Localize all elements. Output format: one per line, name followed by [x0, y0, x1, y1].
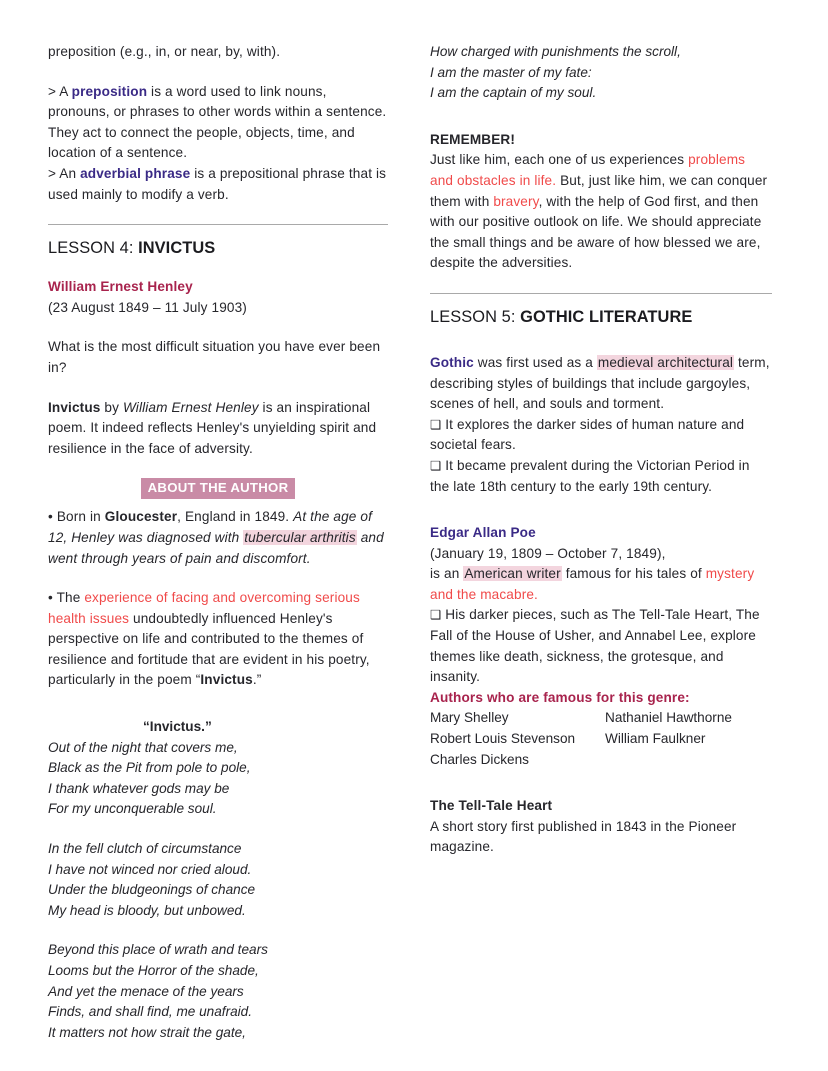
preposition-bullet: [48, 82, 388, 164]
poem-stanza-1: [48, 738, 388, 820]
spacer: [48, 205, 388, 224]
lesson-number: LESSON 4:: [48, 239, 134, 258]
square-bullet-icon: ❑: [430, 417, 442, 432]
bullet-marker: >: [48, 83, 57, 99]
author-name-henley: William Ernest Henley: [48, 279, 193, 295]
authors-column-1: [430, 708, 605, 770]
authors-genre-heading: Authors who are famous for this genre:: [430, 689, 690, 705]
spacer: [48, 921, 388, 940]
poem-line: Under the bludgeonings of chance: [48, 882, 256, 898]
poem-line: My head is bloody, but unbowed.: [48, 902, 246, 918]
spacer: [48, 499, 388, 507]
bullet-part2: , England in 1849.: [177, 509, 294, 525]
about-the-author-badge-wrap: [48, 478, 388, 499]
author-item: Robert Louis Stevenson: [430, 731, 576, 747]
spacer: [430, 274, 772, 293]
intro-by: by: [100, 399, 123, 415]
spacer: [48, 63, 388, 82]
poem-title-text: “Invictus.”: [143, 719, 212, 735]
preposition-examples-line: preposition (e.g., in, or near, by, with).: [48, 44, 281, 59]
spacer: [48, 691, 388, 717]
spacer: [48, 820, 388, 839]
lesson-title: INVICTUS: [138, 239, 216, 258]
spacer: [48, 569, 388, 588]
intro-author-italic: William Ernest Henley: [122, 399, 259, 415]
bullet-lead: A: [59, 83, 68, 99]
bullet-marker: •: [48, 590, 53, 606]
poem-stanza-2: [48, 839, 388, 921]
remember-part2: But, just like him, we can conquer them with: [430, 172, 768, 209]
author-dates-henley: (23 August 1849 – 11 July 1903): [48, 299, 247, 315]
red-problems-phrase: problems and obstacles in life.: [430, 152, 746, 188]
poem-line: Looms but the Horror of the shade,: [48, 963, 259, 978]
poem-line: Out of the night that covers me,: [48, 739, 238, 755]
guide-question: What is the most difficult situation you have ever been in?: [48, 339, 381, 375]
spacer: [430, 327, 772, 353]
bullet-part1: Born in: [52, 509, 105, 525]
poem-name-bold: Invictus: [48, 399, 101, 415]
spacer: [48, 258, 388, 277]
remember-part3: , with the help of God first, and then with our positive outlook on life. We should appreciate the small things and be aware of how blessed we are, despite the adversities.: [430, 193, 762, 271]
poem-line: For my unconquerable soul.: [48, 801, 217, 817]
term-adverbial-phrase: adverbial phrase: [80, 165, 191, 181]
left-column: [48, 42, 388, 1071]
bullet-italic-pre: At the age of 12, Henley was diagnosed with: [48, 509, 372, 545]
spacer: [48, 379, 388, 398]
birthplace-bold: Gloucester: [104, 509, 178, 525]
intro-rest: is an inspirational poem. It indeed reflects Henley's unyielding spirit and resilience in the face of adversity.: [48, 399, 377, 456]
right-column: [430, 42, 772, 1071]
gothic-bullet-2: [430, 456, 772, 497]
bullet-marker: >: [48, 165, 57, 181]
highlight-american-writer: American writer: [464, 566, 561, 582]
poem-title-invictus: [48, 717, 388, 738]
poem-line: Black as the Pit from pole to pole,: [48, 760, 251, 776]
red-mystery-macabre: mystery and the macabre.: [430, 566, 755, 602]
about-bullet-born: [48, 507, 388, 569]
bullet-rest: is a prepositional phrase that is used mainly to modify a verb.: [48, 165, 387, 202]
term-gothic: Gothic: [430, 354, 474, 370]
term-preposition: preposition: [71, 83, 148, 99]
poem-line: I am the master of my fate:: [430, 64, 592, 80]
bullet-part2: undoubtedly influenced Henley's perspective on life and contributed to the themes of resilience and fortitude that are evident in his poetry, particularly in the poem “: [48, 610, 370, 688]
gothic-part2: term, describing styles of buildings that include gargoyles, scenes of hell, and souls and torment.: [430, 354, 770, 412]
author-item: Nathaniel Hawthorne: [605, 710, 732, 726]
square-bullet-icon: ❑: [430, 608, 442, 623]
spacer: [430, 497, 772, 523]
poem-line: I thank whatever gods may be: [48, 780, 230, 796]
bullet-part3: .”: [252, 672, 262, 688]
invictus-bold: Invictus: [200, 672, 253, 688]
bullet-rest: is a word used to link nouns, pronouns, or phrases to other words within a sentence. They act to connect the people, objects, time, and location of a sentence.: [48, 83, 387, 161]
spacer: [430, 770, 772, 796]
about-the-author-badge: ABOUT THE AUTHOR: [141, 478, 296, 499]
poem-line: How charged with punishments the scroll,: [430, 44, 681, 59]
poe-part1: is an: [430, 566, 464, 582]
lesson-4-heading: [48, 239, 388, 258]
poem-line: It matters not how strait the gate,: [48, 1024, 246, 1040]
author-item: William Faulkner: [605, 731, 706, 747]
gothic-bullet-1: [430, 415, 772, 456]
poem-line: Beyond this place of wrath and tears: [48, 942, 268, 958]
spacer: [48, 225, 388, 239]
lesson-5-heading: [430, 308, 772, 327]
gothic-part1: was first used as a: [473, 354, 597, 370]
remember-part1: Just like him, each one of us experiences: [430, 152, 689, 168]
poem-stanza-continued: [430, 42, 772, 104]
poem-line: Finds, and shall find, me unafraid.: [48, 1004, 253, 1020]
invictus-intro-paragraph: [48, 398, 388, 460]
author-item: Mary Shelley: [430, 710, 509, 726]
highlight-tubercular-arthritis: tubercular arthritis: [244, 529, 356, 545]
bullet-lead: An: [59, 165, 77, 181]
poem-line: In the fell clutch of circumstance: [48, 841, 242, 857]
highlight-medieval-architectural: medieval architectural: [597, 354, 734, 370]
spacer: [48, 318, 388, 337]
poe-part2: famous for his tales of: [561, 566, 706, 582]
poem-stanza-3: [48, 940, 388, 1043]
poe-dates: (January 19, 1809 – October 7, 1849),: [430, 545, 666, 561]
bullet-text: His darker pieces, such as The Tell-Tale Heart, The Fall of the House of Usher, and Annabel Lee, explore themes like death, sickness, the grotesque, and insanity.: [430, 607, 760, 685]
poem-line: And yet the menace of the years: [48, 983, 244, 999]
about-bullet-experience: [48, 588, 388, 691]
bullet-marker: •: [48, 509, 53, 525]
authors-column-2: [605, 708, 772, 770]
tell-tale-heart-text: A short story first published in 1843 in the Pioneer magazine.: [430, 818, 737, 855]
red-experience-phrase: experience of facing and overcoming serious health issues: [48, 590, 360, 626]
square-bullet-icon: ❑: [430, 458, 442, 473]
spacer: [48, 459, 388, 478]
bullet-part1: The: [52, 590, 85, 606]
bullet-text: It became prevalent during the Victorian Period in the late 18th century to the early 19th century.: [430, 457, 750, 494]
bullet-text: It explores the darker sides of human nature and societal fears.: [430, 416, 745, 453]
lesson-title: GOTHIC LITERATURE: [520, 307, 693, 326]
famous-authors-list: [430, 708, 772, 770]
tell-tale-heart-heading: The Tell-Tale Heart: [430, 798, 553, 814]
author-item: Charles Dickens: [430, 751, 529, 767]
remember-heading: REMEMBER!: [430, 131, 516, 147]
remember-paragraph: [430, 150, 772, 274]
bullet-italic-post: and went through years of pain and discomfort.: [48, 529, 384, 566]
poem-line: I am the captain of my soul.: [430, 85, 597, 101]
poe-description: [430, 564, 772, 605]
spacer: [430, 104, 772, 130]
lesson-number: LESSON 5:: [430, 307, 516, 326]
poe-name: Edgar Allan Poe: [430, 525, 536, 541]
red-bravery-word: bravery: [493, 193, 539, 209]
poem-line: I have not winced nor cried aloud.: [48, 861, 252, 877]
gothic-definition: [430, 353, 772, 415]
poe-works-bullet: [430, 605, 772, 687]
adverbial-phrase-bullet: [48, 164, 388, 205]
spacer: [430, 294, 772, 308]
